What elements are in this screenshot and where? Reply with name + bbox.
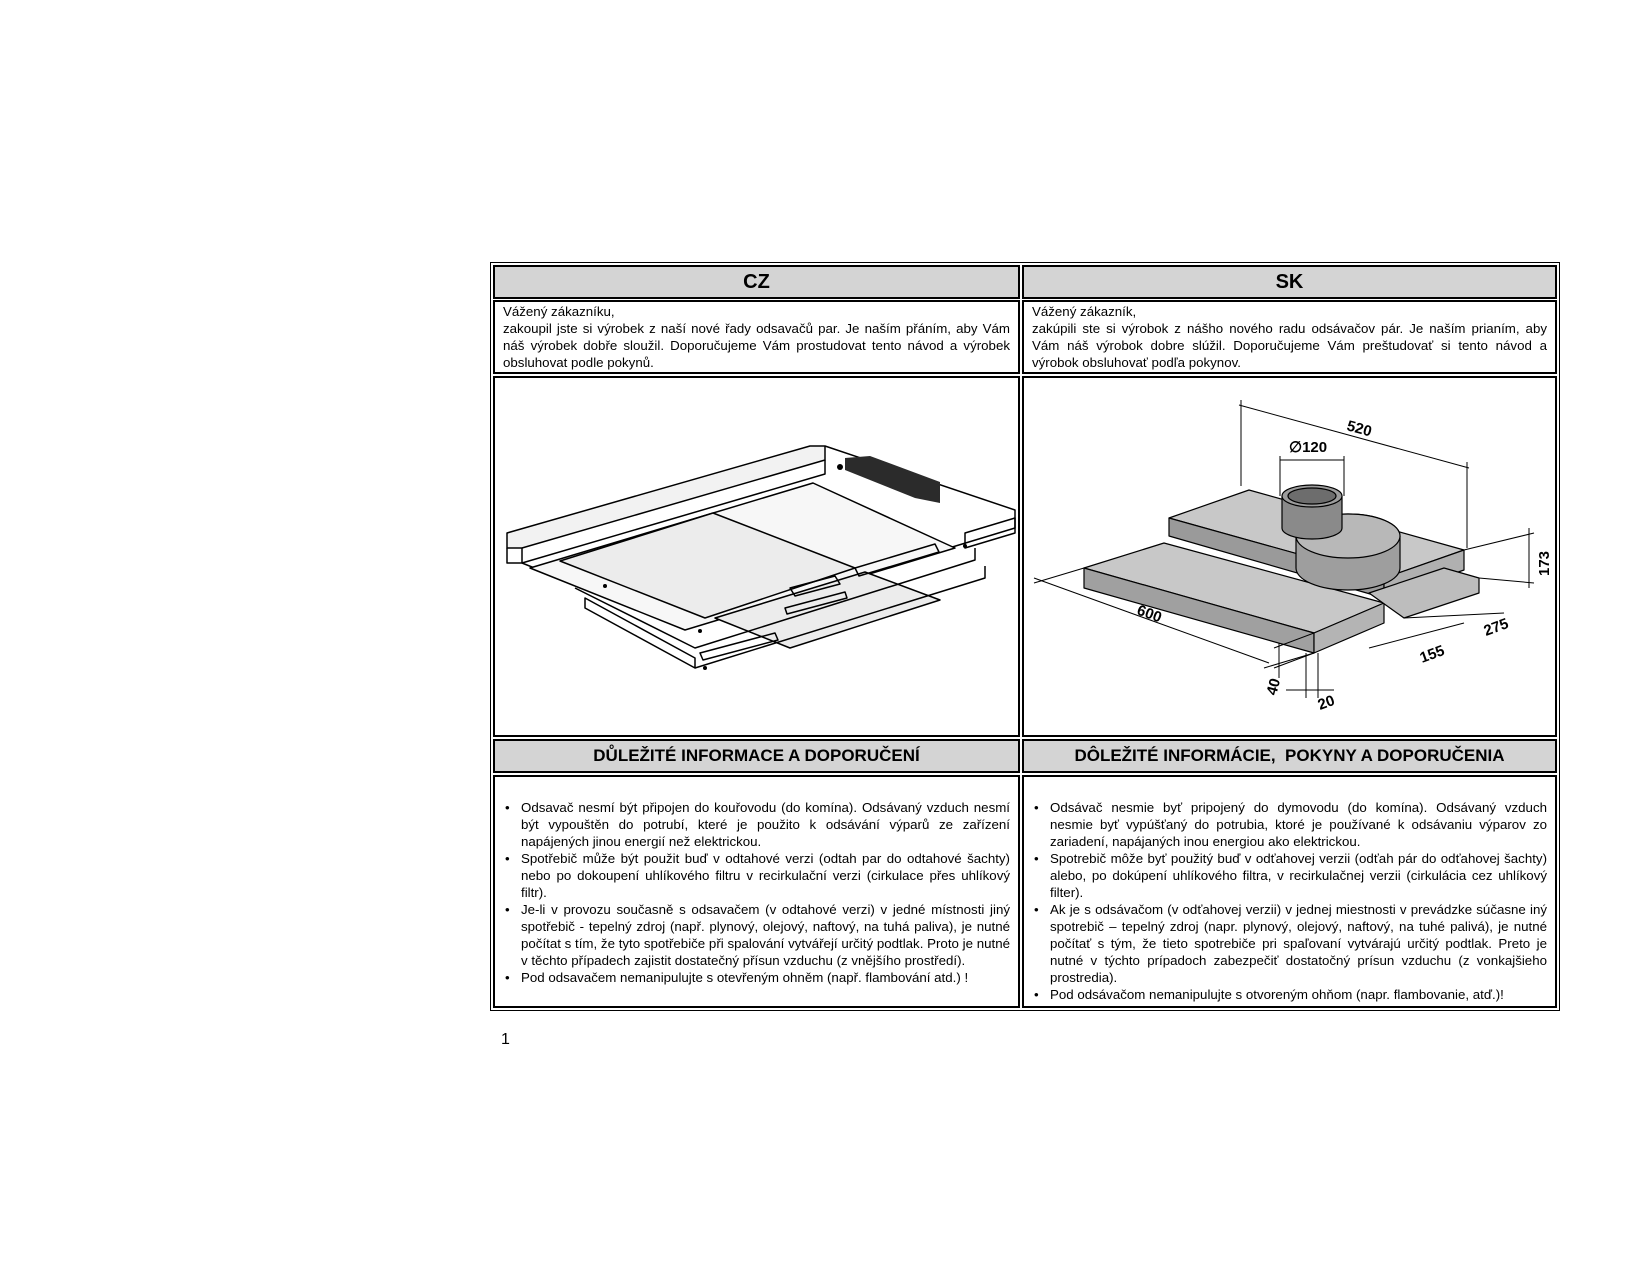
dim-155: 155 xyxy=(1417,642,1447,667)
dim-40: 40 xyxy=(1263,676,1285,698)
sk-section-title: DÔLEŽITÉ INFORMÁCIE, POKYNY A DOPORUČENIA xyxy=(1074,746,1505,765)
list-item: • Pod odsavačem nemanipulujte s otevřeným ohněm (např. flambování atd.) ! xyxy=(503,969,1010,986)
cz-section-header xyxy=(493,739,1020,773)
sk-bullets xyxy=(1022,775,1557,1008)
list-item: • Pod odsávačom nemanipulujte s otvoreným ohňom (napr. flambovanie, atď.)! xyxy=(1032,986,1547,1003)
dim-120: ∅120 xyxy=(1289,439,1328,456)
page-number: 1 xyxy=(501,1031,510,1048)
dim-275: 275 xyxy=(1481,615,1511,640)
dim-173: 173 xyxy=(1536,550,1553,576)
document-table xyxy=(490,262,1560,1011)
sk-greeting: Vážený zákazník, xyxy=(1032,304,1137,319)
cz-bullets xyxy=(493,775,1020,1008)
list-item: • Spotrebič môže byť použitý buď v odťahovej verzii (odťah pár do odťahovej šachty) alebo, po dokúpení uhlíkového filtra, v recirkulačnej verzii (cirkulácia cez uhlíkový filter). xyxy=(1032,850,1547,901)
cz-column-header xyxy=(493,265,1020,299)
dim-20: 20 xyxy=(1315,692,1338,714)
sk-intro xyxy=(1022,300,1557,374)
sk-lang-label: SK xyxy=(1275,270,1304,293)
sk-section-header xyxy=(1022,739,1557,773)
dim-520: 520 xyxy=(1344,417,1374,441)
list-item: • Ak je s odsávačom (v odťahovej verzii) v jednej miestnosti v prevádzke súčasne iný spotrebič – tepelný zdroj (napr. plynový, olejový, naftový, na tuhé palivá), je nutné počítať s tým, že tieto spotrebiče pri spaľovaní vytvárajú určitý podtlak. Preto je nutné v týchto prípadoch zabezpečiť dostatočný prísun vzduchu (z vonkajšieho prostredia). xyxy=(1032,901,1547,986)
cz-lang-label: CZ xyxy=(743,270,770,293)
cz-section-title: DŮLEŽITÉ INFORMACE A DOPORUČENÍ xyxy=(593,746,920,765)
list-item: • Odsavač nesmí být připojen do kouřovodu (do komína). Odsávaný vzduch nesmí být vypouštěn do potrubí, které je použito k odsávání výparů ze zařízení napájených jinou energií než elektrickou. xyxy=(503,799,1010,850)
list-item: • Je-li v provozu současně s odsavačem (v odtahové verzi) v jedné místnosti jiný spotřebič - tepelný zdroj (např. plynový, olejový, naftový, na tuhá paliva), je nutné počítat s tím, že tyto spotřebiče při spalování vytvářejí určitý podtlak. Proto je nutné v těchto případech zajistit dostatečný přísun vzduchu (z vnějšího prostředí). xyxy=(503,901,1010,969)
range-hood-drawing xyxy=(495,378,1018,735)
sk-column-header xyxy=(1022,265,1557,299)
cz-greeting: Vážený zákazníku, xyxy=(503,304,615,319)
sk-intro-text: zakúpili ste si výrobok z nášho nového radu odsávačov pár. Je naším prianím, aby Vám náš výrobok dobre slúžil. Doporučujeme Vám preštudovať si tento návod a výrobok obsluhovať podľa pokynov. xyxy=(1032,321,1547,370)
dim-600: 600 xyxy=(1134,601,1164,627)
dimension-drawing xyxy=(1022,376,1557,737)
cz-intro xyxy=(493,300,1020,374)
cz-intro-text: zakoupil jste si výrobek z naší nové řady odsavačů par. Je naším přáním, aby Vám náš výrobek dobře sloužil. Doporučujeme Vám prostudovat tento návod a výrobek obsluhovat podle pokynů. xyxy=(503,321,1010,370)
dimension-diagram xyxy=(1024,378,1555,735)
cz-bullet-list xyxy=(503,799,1010,986)
hood-illustration xyxy=(493,376,1020,737)
sk-bullet-list xyxy=(1032,799,1547,1003)
list-item: • Spotřebič může být použit buď v odtahové verzi (odtah par do odtahové šachty) nebo po dokoupení uhlíkového filtru v recirkulační verzi (cirkulace přes uhlíkový filtr). xyxy=(503,850,1010,901)
list-item: • Odsávač nesmie byť pripojený do dymovodu (do komína). Odsávaný vzduch nesmie byť vypúšťaný do potrubia, ktoré je používané k odsávaniu výparov zo zariadení, napájaných inou energiou ako elektrickou. xyxy=(1032,799,1547,850)
